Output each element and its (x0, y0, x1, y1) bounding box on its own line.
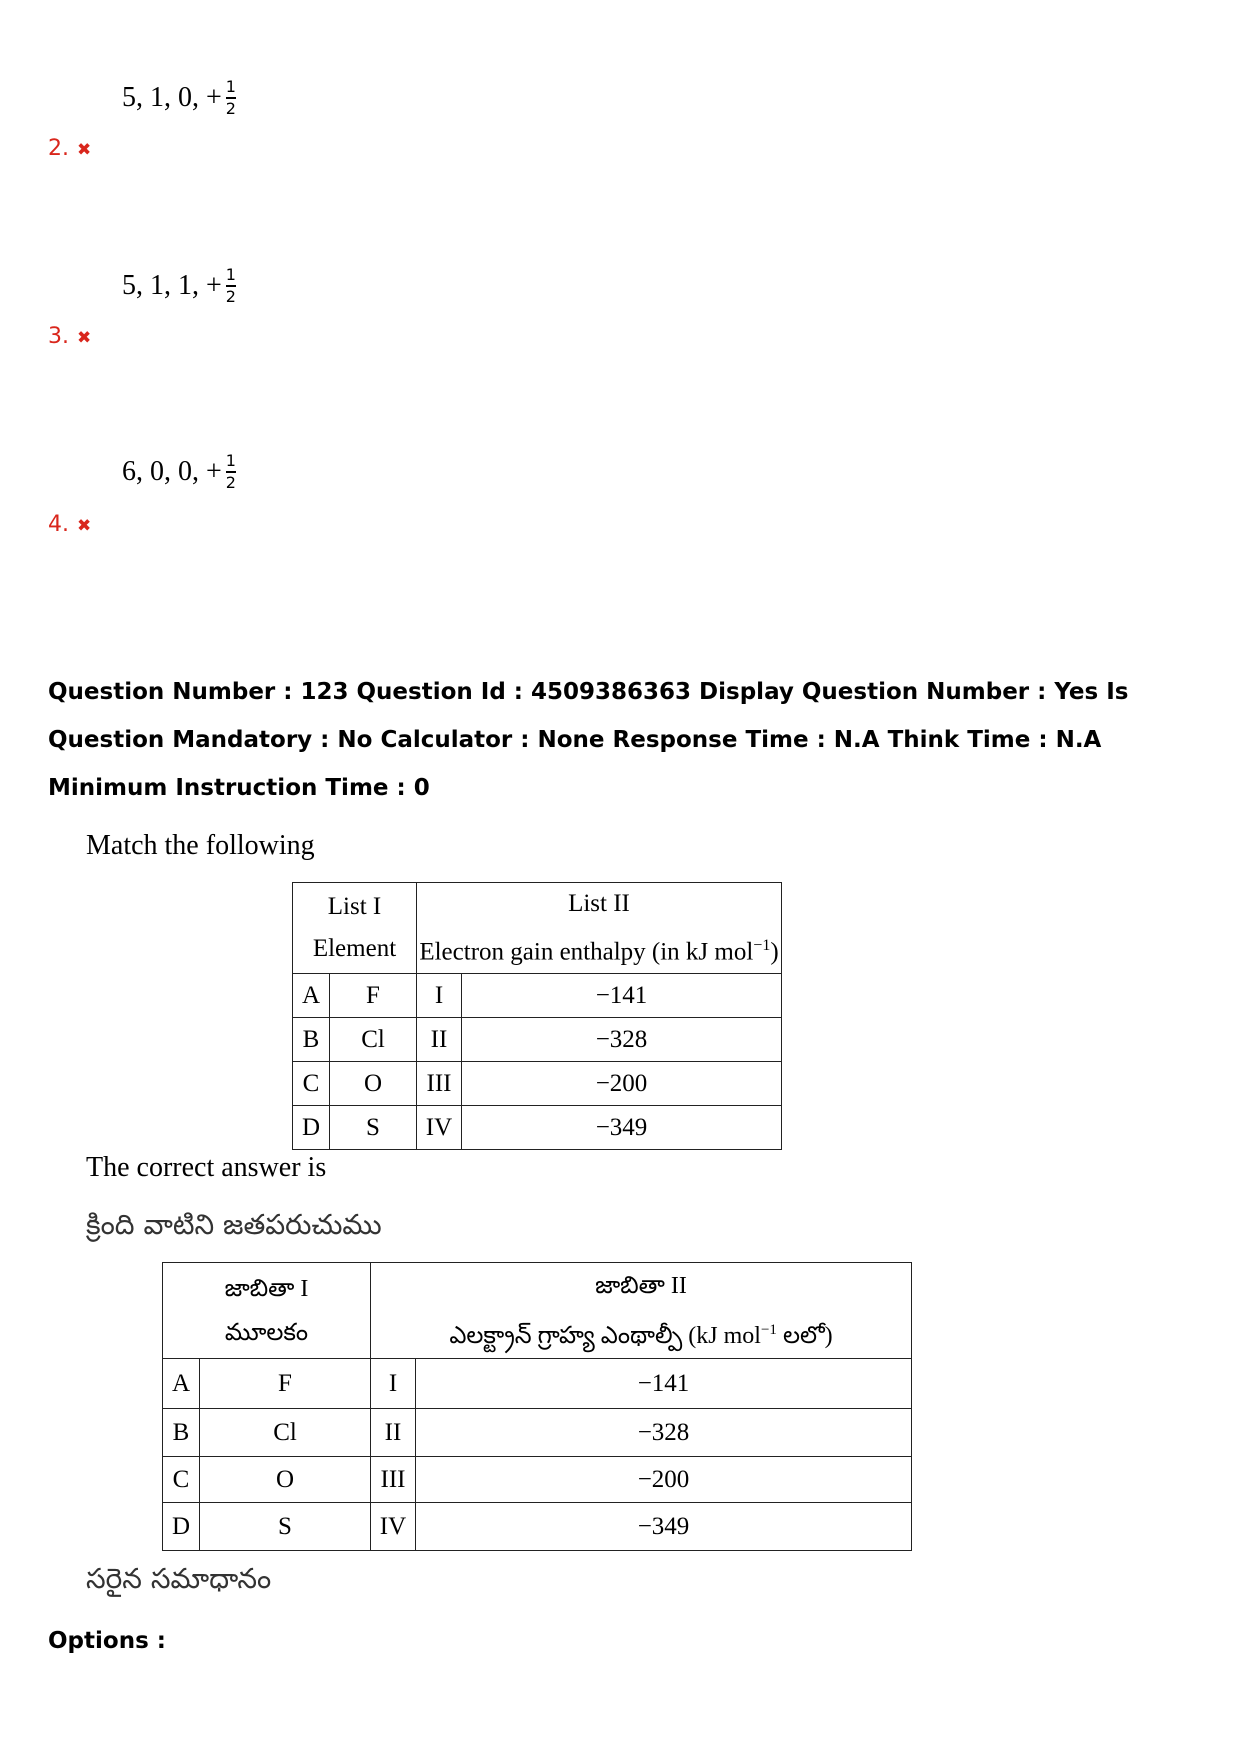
match-prompt-telugu: క్రింది వాటిని జతపరుచుము (86, 1208, 382, 1241)
table-row: B Cl II −328 (163, 1409, 912, 1457)
option-2[interactable] (48, 136, 91, 161)
option-number: 3. (48, 324, 69, 349)
wrong-mark-icon: ✖ (77, 516, 92, 536)
table-row: A F I −141 (163, 1359, 912, 1409)
answer-prompt-telugu: సరైన సమాధానం (86, 1562, 272, 1595)
table-row: B Cl II −328 (293, 1018, 782, 1062)
list1-header: List I Element (293, 883, 417, 974)
wrong-mark-icon: ✖ (77, 328, 92, 348)
table-row: D S IV −349 (293, 1106, 782, 1150)
table-row: C O III −200 (163, 1457, 912, 1503)
question-meta: Question Number : 123 Question Id : 4509386363 Display Question Number : Yes Is Question Mandatory : No Calculator : None Response Time : N.A Think Time : N.A Minimum Instruction Time : 0 (48, 679, 1129, 801)
option-3-expression: 5, 1, 1, + $\frac{1}{2}$ (122, 265, 236, 306)
option-4[interactable] (48, 512, 91, 537)
table-row: D S IV −349 (163, 1503, 912, 1551)
option-3[interactable] (48, 324, 91, 349)
match-prompt: Match the following (86, 830, 315, 861)
option-2-expression: 5, 1, 0, + $\frac{1}{2}$ (122, 77, 236, 118)
match-table-english (292, 882, 782, 1150)
wrong-mark-icon: ✖ (77, 140, 92, 160)
answer-prompt: The correct answer is (86, 1152, 327, 1183)
list2-header: List II Electron gain enthalpy (in kJ mol$^{-1}$) (417, 883, 782, 974)
table-row: C O III −200 (293, 1062, 782, 1106)
match-table-telugu (162, 1262, 912, 1551)
option-4-expression: 6, 0, 0, + $\frac{1}{2}$ (122, 451, 236, 492)
option-number: 4. (48, 512, 69, 537)
list1-header: జాబితా I మూలకం (163, 1263, 371, 1359)
table-row: A F I −141 (293, 974, 782, 1018)
options-label: Options : (48, 1628, 166, 1654)
option-number: 2. (48, 136, 69, 161)
list2-header: జాబితా II ఎలక్ట్రాన్ గ్రాహ్య ఎంథాల్పీ (kJ mol$^{-1}$ లలో) (371, 1263, 912, 1359)
